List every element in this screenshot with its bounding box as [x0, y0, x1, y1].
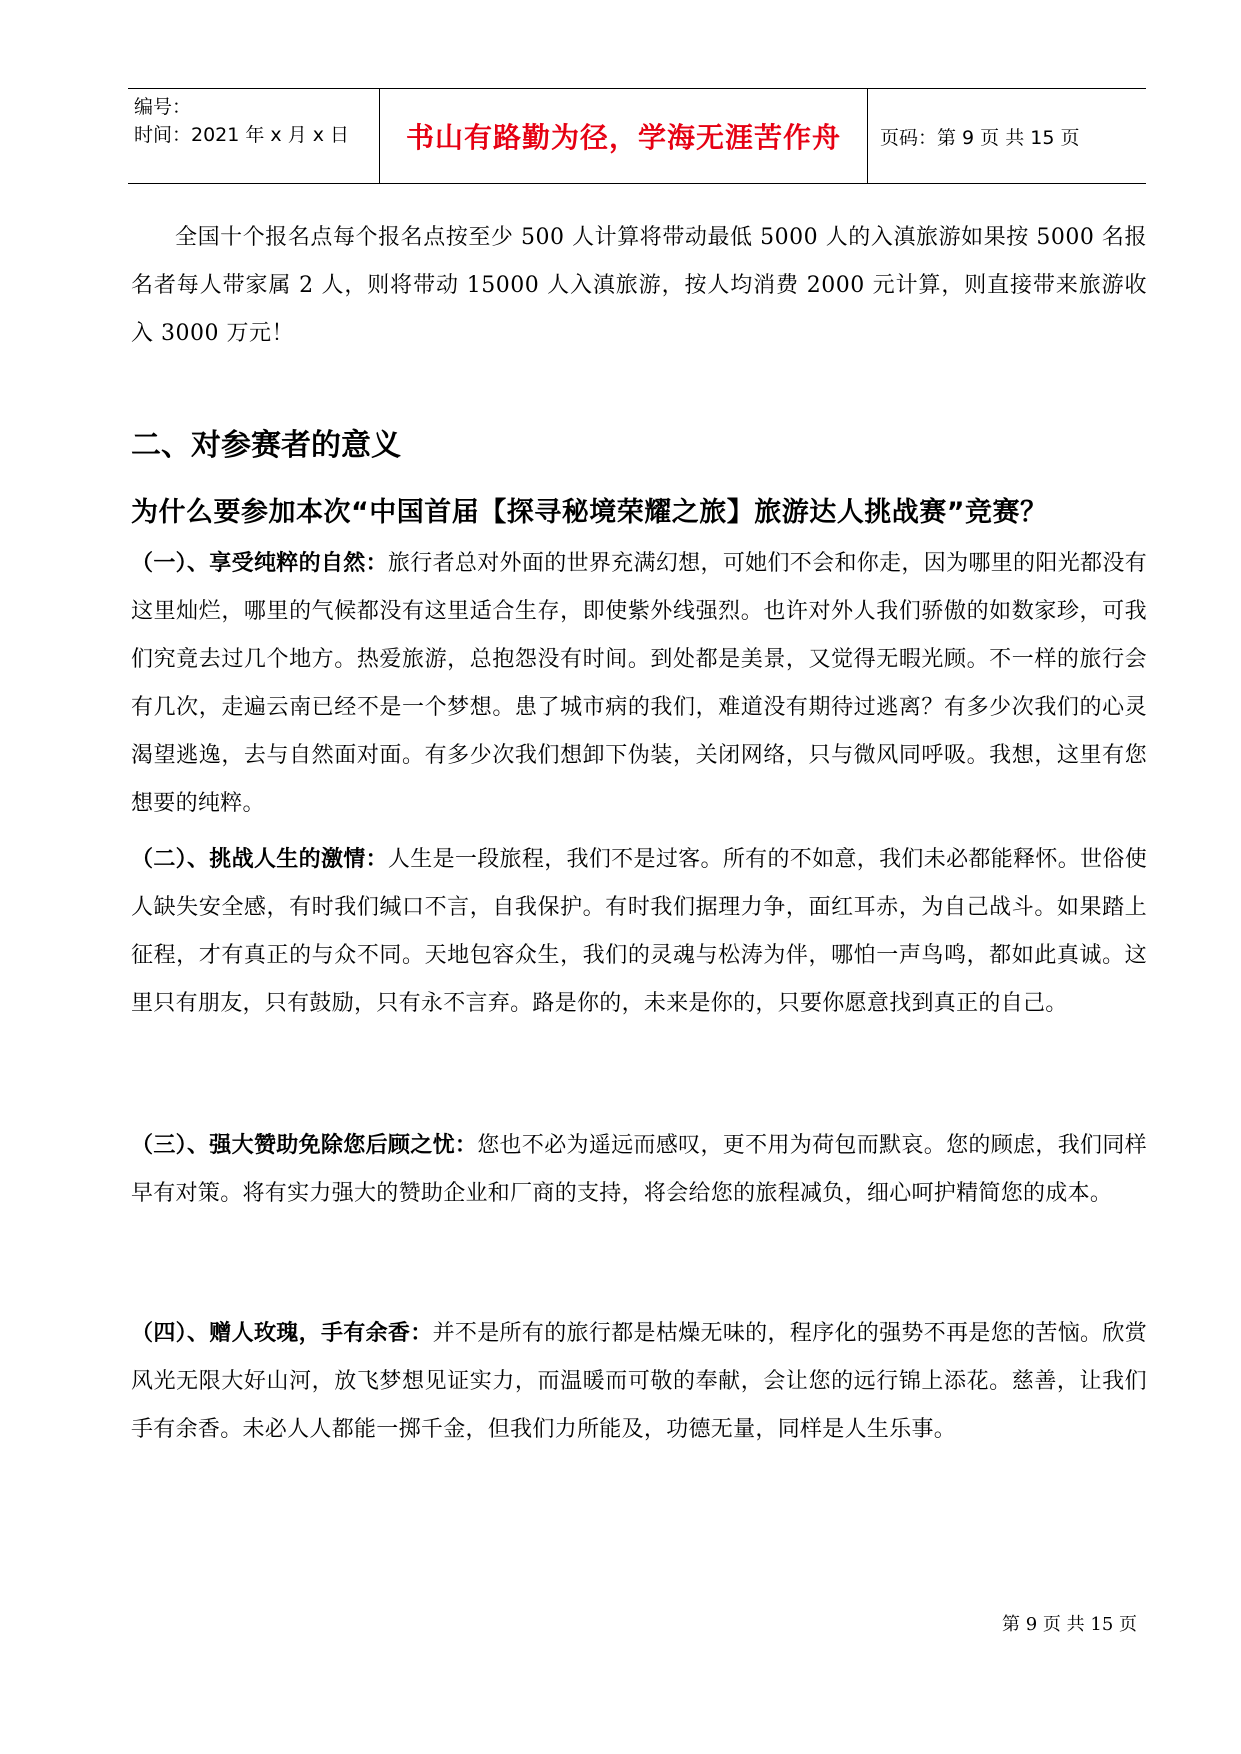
section-3-title: （三）、强大赞助免除您后顾之忧： [131, 1133, 478, 1158]
section-3-text: 您也不必为遥远而感叹，更不用为荷包而默哀。您的顾虑，我们同样早有对策。将有实力强大的赞助企业和厂商的支持，将会给您的旅程减负，细心呵护精简您的成本。 [131, 1133, 1147, 1206]
section-1 [131, 540, 1147, 828]
number-label: 编号： [134, 96, 192, 118]
section-2-text: 人生是一段旅程，我们不是过客。所有的不如意，我们未必都能释怀。世俗使人缺失安全感，有时我们缄口不言，自我保护。有时我们据理力争，面红耳赤，为自己战斗。如果踏上征程，才有真正的与众不同。天地包容众生，我们的灵魂与松涛为伴，哪怕一声鸟鸣，都如此真诚。这里只有朋友，只有鼓励，只有永不言弃。路是你的，未来是你的，只要你愿意找到真正的自己。 [131, 847, 1147, 1016]
section-2-title: （二）、挑战人生的激情： [131, 847, 388, 872]
section-heading: 二、对参赛者的意义 [131, 428, 401, 463]
time-label: 时间：2021 年 x 月 x 日 [134, 124, 350, 146]
page-footer: 第 9 页 共 15 页 [1002, 1614, 1137, 1635]
motto: 书山有路勤为径，学海无涯苦作舟 [380, 89, 868, 183]
section-3 [131, 1122, 1147, 1218]
section-1-title: （一）、享受纯粹的自然： [131, 551, 388, 576]
intro-paragraph: 全国十个报名点每个报名点按至少 500 人计算将带动最低 5000 人的入滇旅游如果按 5000 名报名者每人带家属 2 人，则将带动 15000 人入滇旅游，按人均消费 2000 元计算，则直接带来旅游收入 3000 万元！ [131, 225, 1147, 346]
section-4 [131, 1310, 1147, 1454]
header-table [128, 88, 1146, 184]
section-2 [131, 836, 1147, 1028]
page-info: 页码：第 9 页 共 15 页 [880, 126, 1080, 149]
section-4-text: 并不是所有的旅行都是枯燥无味的，程序化的强势不再是您的苦恼。欣赏风光无限大好山河，放飞梦想见证实力，而温暖而可敬的奉献，会让您的远行锦上添花。慈善，让我们手有余香。未必人人都能一掷千金，但我们力所能及，功德无量，同样是人生乐事。 [131, 1321, 1147, 1442]
section-1-text: 旅行者总对外面的世界充满幻想，可她们不会和你走，因为哪里的阳光都没有这里灿烂，哪里的气候都没有这里适合生存，即使紫外线强烈。也许对外人我们骄傲的如数家珍，可我们究竟去过几个地方。热爱旅游，总抱怨没有时间。到处都是美景，又觉得无暇光顾。不一样的旅行会有几次，走遍云南已经不是一个梦想。患了城市病的我们，难道没有期待过逃离？有多少次我们的心灵渴望逃逸，去与自然面对面。有多少次我们想卸下伪装，关闭网络，只与微风同呼吸。我想，这里有您想要的纯粹。 [131, 551, 1147, 816]
question-heading: 为什么要参加本次“中国首届【探寻秘境荣耀之旅】旅游达人挑战赛”竞赛？ [131, 497, 1048, 528]
section-4-title: （四）、赠人玫瑰，手有余香： [131, 1321, 433, 1346]
header-left-cell [128, 89, 380, 183]
